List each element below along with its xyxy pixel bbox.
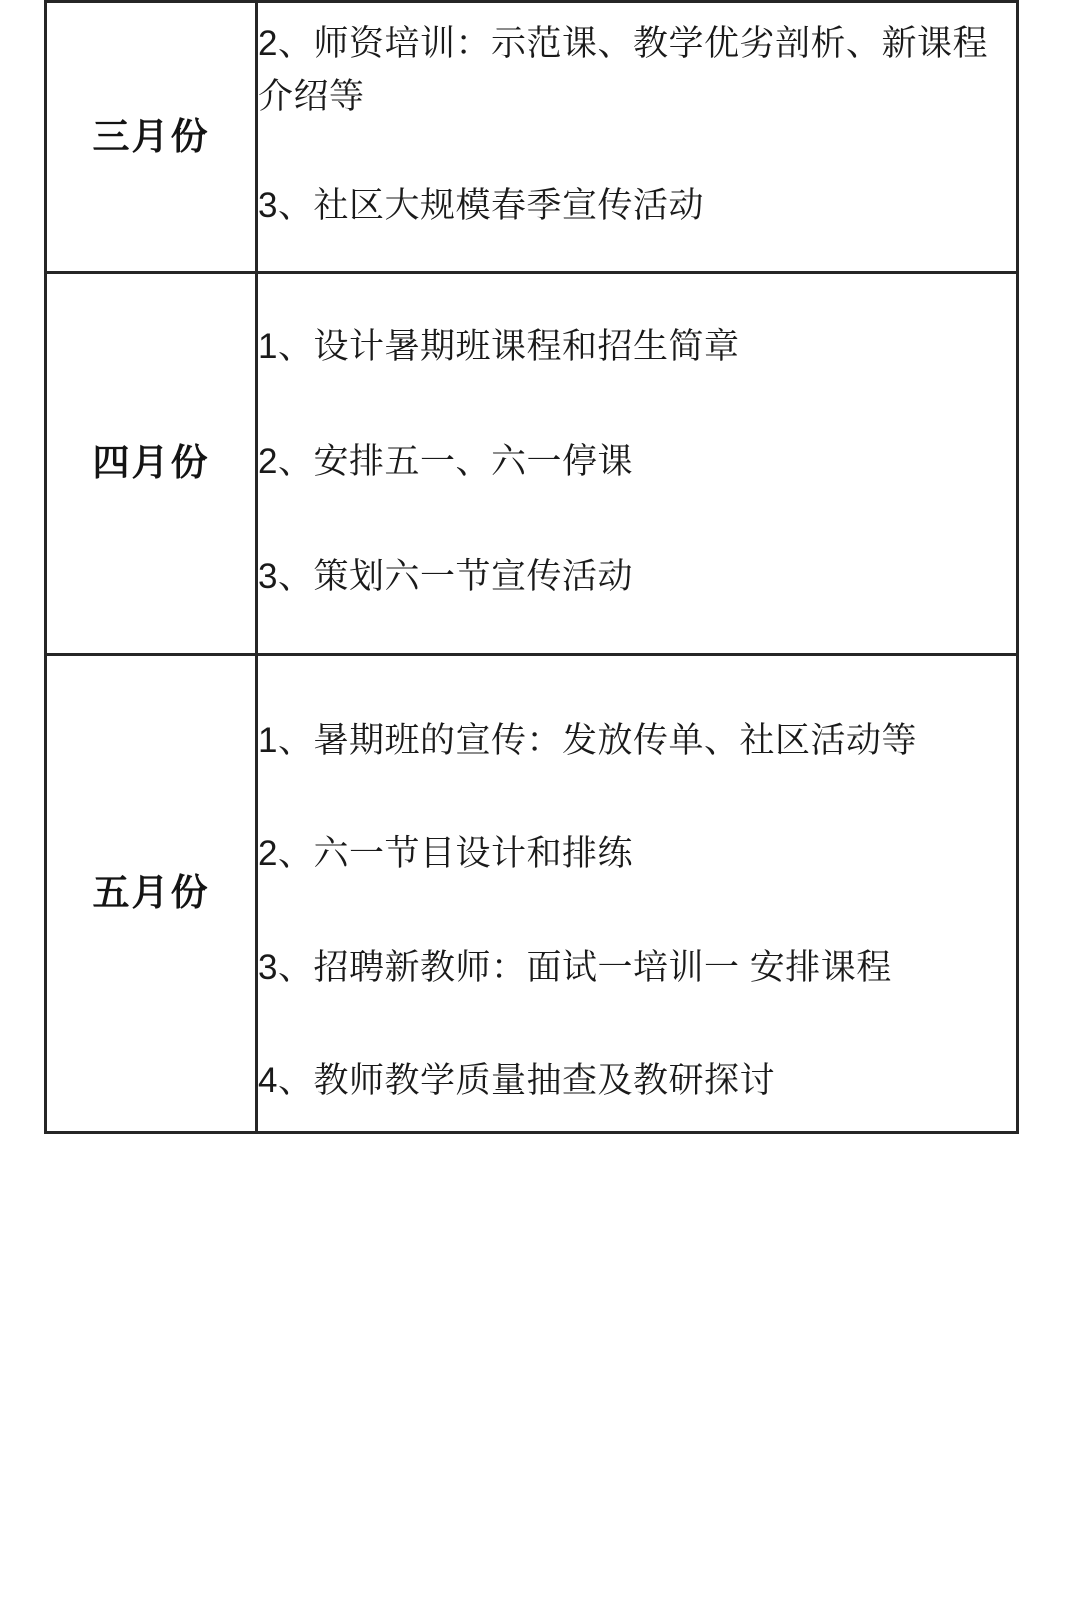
table-body — [46, 2, 1018, 1133]
table-row — [46, 272, 1018, 655]
month-cell-may — [46, 655, 257, 1133]
list-item: 3、策划六一节宣传活动 — [258, 556, 633, 596]
month-label: 四月份 — [92, 442, 210, 484]
list-item: 4、教师教学质量抽查及教研探讨 — [258, 1060, 775, 1100]
month-label: 三月份 — [92, 115, 210, 157]
table-row — [46, 655, 1018, 1133]
list-item: 3、招聘新教师：面试一培训一 安排课程 — [258, 947, 892, 987]
list-item: 2、安排五一、六一停课 — [258, 441, 633, 481]
month-cell-april — [46, 272, 257, 655]
list-item: 3、社区大规模春季宣传活动 — [258, 186, 704, 226]
content-cell-march — [257, 2, 1018, 273]
schedule-table — [44, 0, 1019, 1134]
content-cell-april — [257, 272, 1018, 655]
month-label: 五月份 — [92, 872, 210, 914]
list-item: 2、师资培训：示范课、教学优劣剖析、新课程介绍等 — [258, 24, 988, 117]
table-row — [46, 2, 1018, 273]
month-cell-march — [46, 2, 257, 273]
list-item: 1、暑期班的宣传：发放传单、社区活动等 — [258, 721, 917, 761]
content-cell-may — [257, 655, 1018, 1133]
list-item: 2、六一节目设计和排练 — [258, 834, 633, 874]
list-item: 1、设计暑期班课程和招生简章 — [258, 326, 740, 366]
